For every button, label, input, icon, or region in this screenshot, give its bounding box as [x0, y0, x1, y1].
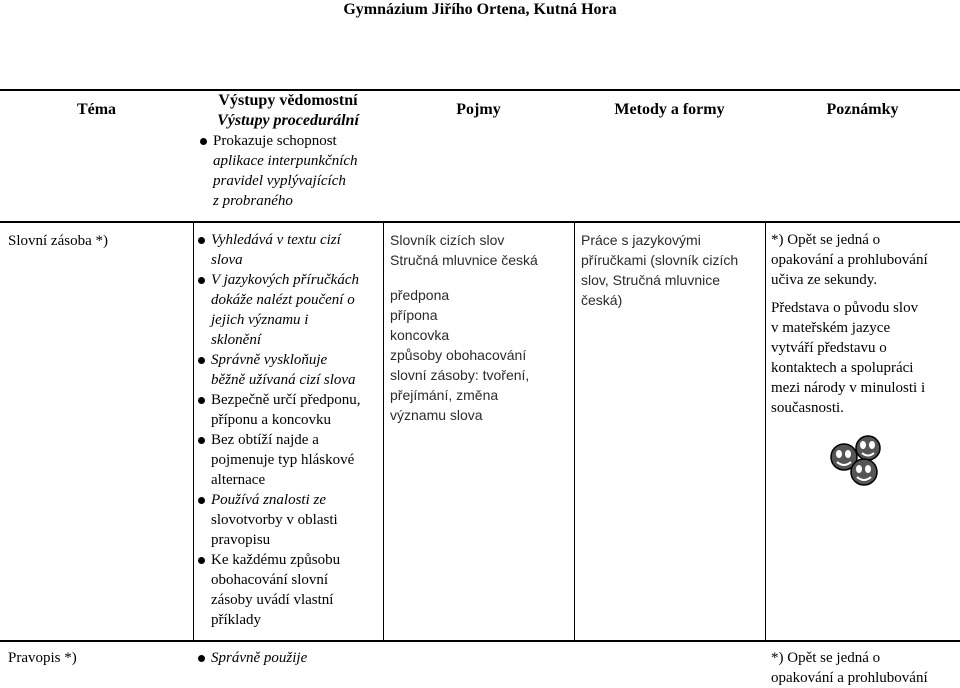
- pojmy-line: předpona: [390, 287, 450, 303]
- poznamky-line: opakování a prohlubování: [771, 670, 928, 686]
- poznamky-line: současnosti.: [771, 400, 844, 416]
- header-bullet-text: pravidel vyplývajících: [213, 173, 346, 189]
- column-divider: [383, 221, 384, 642]
- metody-line: slov, Stručná mluvnice: [581, 272, 721, 288]
- poznamky-line: v mateřském jazyce: [771, 320, 891, 336]
- list-item-line: sklonění: [211, 332, 261, 348]
- list-item-line: Vyhledává v textu cizí: [211, 232, 341, 248]
- list-item: [197, 350, 381, 390]
- header-pojmy-label: Pojmy: [456, 101, 501, 118]
- list-item-line: slovotvorby v oblasti: [211, 512, 338, 528]
- list-item-line: pravopisu: [211, 532, 271, 548]
- poznamky-line: učiva ze sekundy.: [771, 272, 878, 288]
- poznamky-line: kontaktech a spolupráci: [771, 360, 914, 376]
- vystupy-list: [197, 648, 497, 668]
- pojmy-line: významu slova: [390, 407, 483, 423]
- header-tema: [0, 100, 193, 120]
- row1-vystupy: [197, 230, 381, 630]
- column-divider: [765, 221, 766, 642]
- list-item-line: alternace: [211, 472, 266, 488]
- pojmy-line: přípona: [390, 307, 438, 323]
- poznamky-line: *) Opět se jedná o: [771, 650, 881, 666]
- list-item: [197, 230, 381, 270]
- header-metody: [574, 100, 765, 120]
- metody-line: příručkami (slovník cizích: [581, 252, 739, 268]
- header-vystupy-list: [199, 131, 383, 151]
- pojmy-line: Stručná mluvnice česká: [390, 252, 538, 268]
- row2-vystupy: [197, 648, 497, 668]
- list-item-line: zásoby uvádí vlastní: [211, 592, 334, 608]
- row-divider: [0, 640, 960, 642]
- list-item-line: Používá znalosti ze: [211, 492, 326, 508]
- pojmy-line: způsoby obohacování: [390, 347, 527, 363]
- poznamky-line: vytváří představu o: [771, 340, 887, 356]
- list-item: Správně použije: [197, 648, 497, 668]
- poznamky-line: opakování a prohlubování: [771, 252, 928, 268]
- pojmy-line: koncovka: [390, 327, 450, 343]
- metody-line: česká): [581, 292, 623, 308]
- header-poznamky: [765, 100, 960, 120]
- header-bottom-border: [0, 221, 960, 223]
- list-item-line: V jazykových příručkách: [211, 272, 360, 288]
- header-vystupy-line1: Výstupy vědomostní: [218, 92, 358, 109]
- list-item-line: Správně vyskloňuje: [211, 352, 328, 368]
- list-item: [197, 390, 381, 430]
- list-item: [197, 430, 381, 490]
- list-item: [197, 490, 381, 550]
- row2-poznamky: [771, 648, 959, 688]
- header-bullet-text: aplikace interpunkčních: [213, 153, 358, 169]
- list-item-line: Bez obtíží najde a: [211, 432, 319, 448]
- column-divider: [574, 221, 575, 642]
- list-item-line: obohacování slovní: [211, 572, 329, 588]
- header-pojmy: [383, 100, 574, 120]
- column-divider: [193, 221, 194, 642]
- header-bullet-text: z probraného: [213, 193, 293, 209]
- list-item: [197, 550, 381, 630]
- poznamky-line: mezi národy v minulosti i: [771, 380, 926, 396]
- header-vystupy-line2: Výstupy procedurální: [217, 112, 359, 129]
- metody-line: Práce s jazykovými: [581, 232, 701, 248]
- pojmy-line: přejímání, změna: [390, 387, 499, 403]
- header-tema-label: Téma: [76, 101, 117, 118]
- list-item-line: příponu a koncovku: [211, 412, 331, 428]
- header-vystupy: [193, 91, 383, 211]
- row1-pojmy: [390, 230, 572, 425]
- list-item-line: Bezpečně určí předponu,: [211, 392, 361, 408]
- list-item-line: běžně užívaná cizí slova: [211, 372, 356, 388]
- row1-poznamky: [771, 230, 959, 418]
- list-item-line: Ke každému způsobu: [211, 552, 341, 568]
- row2-tema: Pravopis *): [8, 650, 77, 666]
- header-metody-label: Metody a formy: [614, 101, 725, 118]
- table-top-border: [0, 89, 960, 91]
- page-title: Gymnázium Jiřího Ortena, Kutná Hora: [343, 1, 617, 18]
- smiley-faces-icon: [826, 434, 888, 488]
- list-item-line: jejich významu i: [211, 312, 309, 328]
- header-poznamky-label: Poznámky: [826, 101, 899, 118]
- list-item-line: slova: [211, 252, 243, 268]
- list-item: [199, 131, 383, 151]
- list-item-line: dokáže nalézt poučení o: [211, 292, 355, 308]
- pojmy-line: slovní zásoby: tvoření,: [390, 367, 530, 383]
- vystupy-list: [197, 230, 381, 630]
- row1-metody: [581, 230, 763, 310]
- list-item-line: příklady: [211, 612, 261, 628]
- list-item: [197, 270, 381, 350]
- poznamky-line: *) Opět se jedná o: [771, 232, 881, 248]
- header-bullet-text: Prokazuje schopnost: [213, 133, 337, 149]
- list-item-line: pojmenuje typ hláskové: [211, 452, 355, 468]
- poznamky-line: Představa o původu slov: [771, 300, 919, 316]
- row1-tema: Slovní zásoba *): [8, 233, 108, 249]
- pojmy-line: Slovník cizích slov: [390, 232, 505, 248]
